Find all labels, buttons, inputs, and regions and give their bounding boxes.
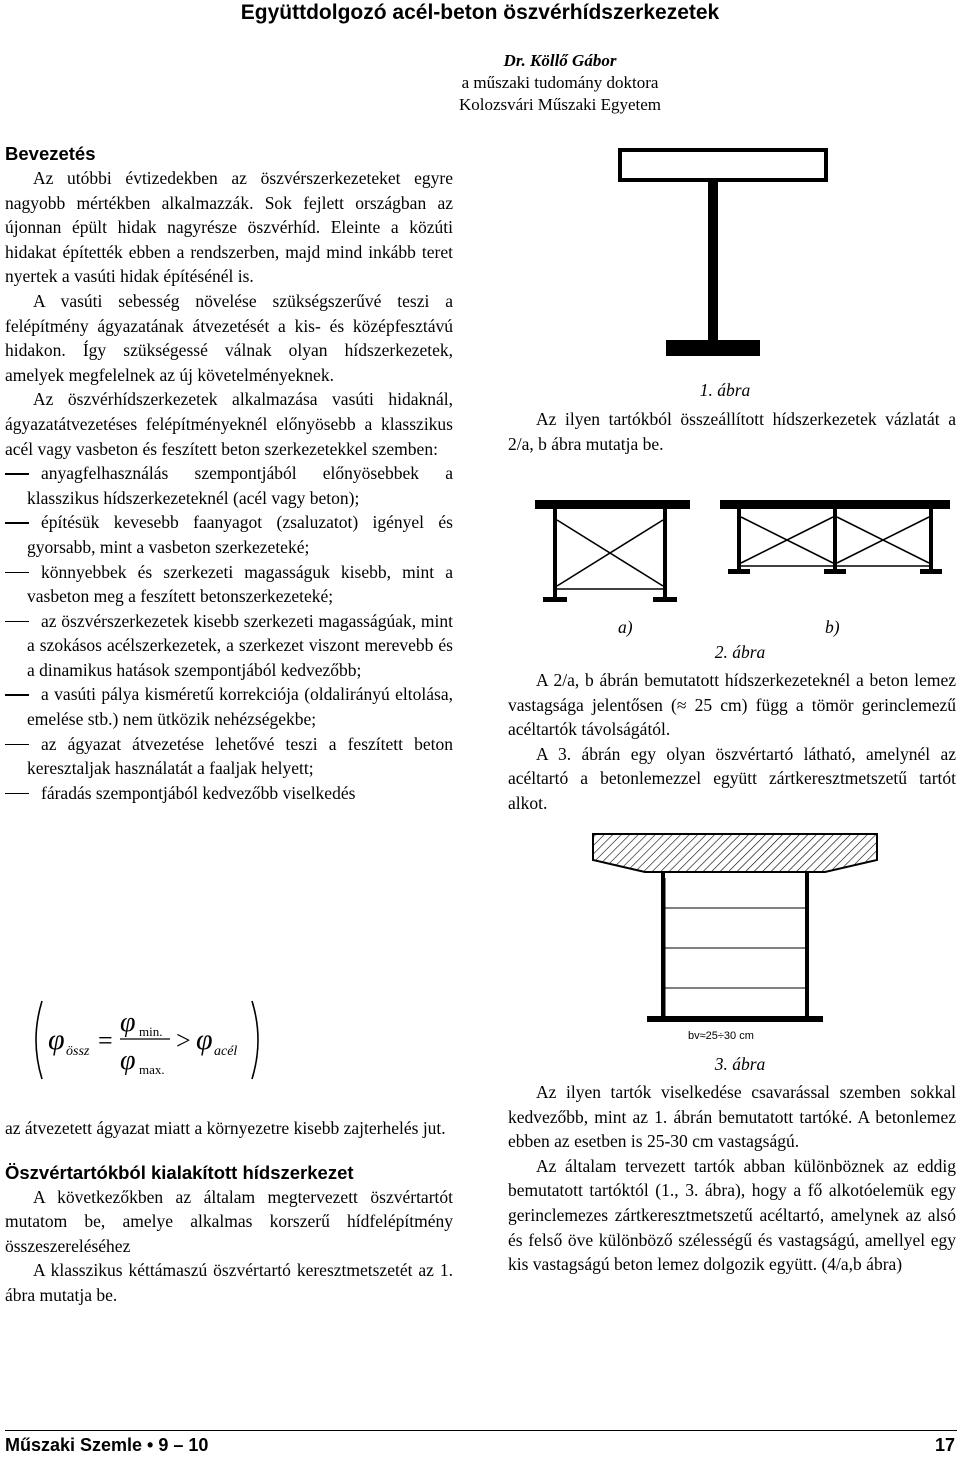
formula-sub: max. <box>139 1062 165 1077</box>
figure-1-caption: 1. ábra <box>699 380 751 400</box>
figure-1-ibeam <box>600 148 850 373</box>
formula-gt: > <box>176 1026 191 1055</box>
author-name: Dr. Köllő Gábor <box>503 51 617 70</box>
footer-journal: Műszaki Szemle • 9 – 10 <box>5 1435 209 1455</box>
list-item: építésük kevesebb faanyagot (zsaluzatot) igényel és gyorsabb, mint a vasbeton szerkezeteké; <box>5 510 453 559</box>
paragraph: Az általam tervezett tartók abban különböznek az eddig bemutatott tartóktól (1., 3. ábra), hogy a fő alkotóelemük egy gerinclemezes zártkeresztmetszetű acéltartó, amelynek az alsó és felső öve különböző szélességű és vastagságú, amellyel egy kis vastagságú beton lemez dolgozik együtt. (4/a,b ábra) <box>508 1155 956 1275</box>
list-item: az ágyazat átvezetése lehetővé teszi a feszített beton keresztaljak használatát a faaljak helyett; <box>5 732 453 781</box>
paragraph: Az utóbbi évtizedekben az öszvérszerkezeteket egyre nagyobb mértékben alkalmazzák. Sok fejlett országban az újonnan épült hidak nagyrésze öszvérhíd. Eleinte a közúti hidakat építették ebben a rendszerben, majd mind inkább teret nyertek a vasúti hidak építésénél is. <box>5 168 453 287</box>
section-heading: Öszvértartókból kialakított hídszerkezet <box>5 1161 354 1183</box>
figure-2-caption: 2. ábra <box>714 642 766 662</box>
figure-2a-label: a) <box>618 617 633 637</box>
left-column <box>5 142 453 805</box>
figure-3-box-girder <box>585 828 885 1048</box>
paragraph: Az ilyen tartókból összeállított hídszerkezetek vázlatát a 2/a, b ábra mutatja be. <box>508 409 956 454</box>
formula-sub: össz <box>66 1044 90 1059</box>
list-item: az öszvérszerkezetek kisebb szerkezeti magasságúak, mint a szokásos acélszerkezetek, a szerkezet viszont merevebb és a dinamikus hatások szempontjából kedvezőbb; <box>5 609 453 683</box>
paragraph: az átvezetett ágyazat miatt a környezetre kisebb zajterhelés jut. <box>5 1118 446 1138</box>
figure-2b-label: b) <box>825 617 840 637</box>
formula <box>28 995 278 1085</box>
paragraph: A klasszikus kéttámaszú öszvértartó keresztmetszetét az 1. ábra mutatja be. <box>5 1260 453 1305</box>
paragraph: Az öszvérhídszerkezetek alkalmazása vasúti hidaknál, ágyazatátvezetéses felépítményeknél előnyösebb a klasszikus acél vagy vasbeton és feszített beton szerkezetekkel szemben: <box>5 389 453 459</box>
author-title: a műszaki tudomány doktora <box>461 73 659 92</box>
author-block <box>330 50 790 116</box>
figure-2-cross-sections <box>525 490 955 615</box>
figure-2b <box>720 500 950 574</box>
formula-phi: φ <box>120 1045 136 1076</box>
formula-sub: min. <box>139 1024 163 1039</box>
right-text-block-2 <box>508 1080 956 1277</box>
list-item: fáradás szempontjából kedvezőbb viselkedés <box>5 781 453 806</box>
formula-sub: acél <box>214 1044 238 1059</box>
figure-2a <box>535 500 690 602</box>
paragraph: A 2/a, b ábrán bemutatott hídszerkezeteknél a beton lemez vastagsága jelentősen (≈ 25 cm) függ a tömör gerinclemezű acéltartók távolságától. <box>508 670 956 740</box>
left-column-bottom <box>5 1116 453 1308</box>
right-text-block-1 <box>508 668 956 816</box>
footer-page-number: 17 <box>934 1435 955 1455</box>
author-affiliation: Kolozsvári Műszaki Egyetem <box>458 95 662 114</box>
page-title: Együttdolgozó acél-beton öszvérhídszerkezetek <box>240 1 720 24</box>
formula-phi: φ <box>48 1023 65 1056</box>
list-item: könnyebbek és szerkezeti magasságuk kisebb, mint a vasbeton meg a feszített betonszerkezeteké; <box>5 560 453 609</box>
figure-3-dimension: bv≈25÷30 cm <box>688 1030 754 1042</box>
footer-rule <box>5 1430 957 1431</box>
section-heading-intro: Bevezetés <box>5 143 96 164</box>
paragraph: A következőkben az általam megtervezett öszvértartót mutatom be, amelye alkalmas korszerű hídfelépítmény összeszereléséhez <box>5 1186 453 1256</box>
formula-phi: φ <box>120 1007 136 1038</box>
paragraph: A 3. ábrán egy olyan öszvértartó látható, amelynél az acéltartó a betonlemezzel együtt zártkeresztmetszetű tartót alkot. <box>508 743 956 813</box>
formula-phi: φ <box>196 1023 213 1056</box>
paragraph: A vasúti sebesség növelése szükségszerűvé teszi a felépítmény ágyazatának átvezetését a kis- és középfesztávú hidakon. Így szükségessé válnak olyan hídszerkezetek, amelyek megfelelnek az új követelményeknek. <box>5 290 453 385</box>
figure-3-caption: 3. ábra <box>714 1054 766 1074</box>
formula-eq: = <box>98 1026 113 1055</box>
paragraph: Az ilyen tartók viselkedése csavarással szemben sokkal kedvezőbb, mint az 1. ábrán bemutatott tartóké. A betonlemez ebben az esetben is 25-30 cm vastagságú. <box>508 1082 956 1152</box>
list-item: anyagfelhasználás szempontjából előnyösebbek a klasszikus hídszerkezeteknél (acél vagy beton); <box>5 461 453 510</box>
advantages-list <box>5 461 453 805</box>
list-item: a vasúti pálya kisméretű korrekciója (oldalirányú eltolása, emelése stb.) nem ütközik nehézségekbe; <box>5 682 453 731</box>
